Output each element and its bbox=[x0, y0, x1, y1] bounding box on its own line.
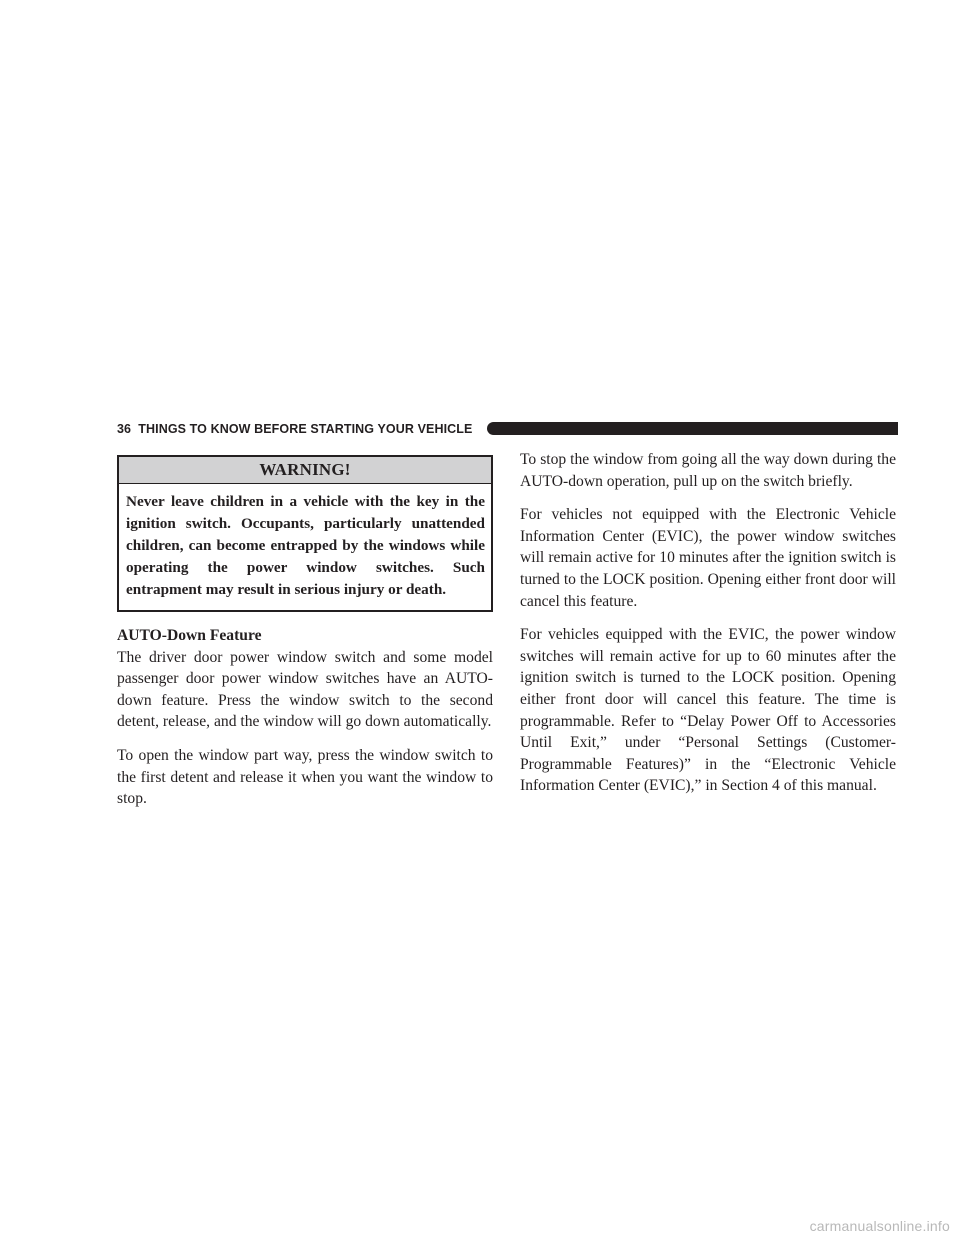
warning-title: WARNING! bbox=[119, 457, 491, 484]
paragraph: For vehicles not equipped with the Electronic Vehicle Information Center (EVIC), the power window switches will remain active for 10 minutes after the ignition switch is turned to the LOCK position. Opening either front door will cancel this feature. bbox=[520, 506, 896, 610]
warning-box bbox=[117, 455, 493, 612]
page-number: 36 bbox=[117, 422, 132, 436]
section-title: THINGS TO KNOW BEFORE STARTING YOUR VEHICLE bbox=[138, 422, 473, 436]
page-header bbox=[117, 421, 898, 437]
paragraph: For vehicles equipped with the EVIC, the power window switches will remain active for up to 60 minutes after the ignition switch is turned to the LOCK position. Opening either front door will cancel this feature. The time is programmable. Refer to “Delay Power Off to Accessories Until Exit,” under “Personal Settings (Customer-Programmable Features)” in the “Electronic Vehicle Information Center (EVIC),” in Section 4 of this manual. bbox=[520, 626, 896, 795]
left-column bbox=[117, 455, 493, 810]
watermark-link[interactable]: carmanualsonline.info bbox=[809, 1218, 950, 1234]
paragraph: To stop the window from going all the way down during the AUTO-down operation, pull up on the switch briefly. bbox=[520, 451, 896, 490]
right-column bbox=[520, 449, 896, 797]
header-rule bbox=[487, 422, 898, 435]
paragraph: To open the window part way, press the window switch to the first detent and release it when you want the window to stop. bbox=[117, 746, 493, 808]
paragraph: The driver door power window switch and some model passenger door power window switches have an AUTO-down feature. Press the window switch to the second detent, release, and the window will go down automatically. bbox=[117, 648, 493, 731]
section-heading: AUTO-Down Feature bbox=[117, 627, 262, 644]
header-text bbox=[117, 421, 472, 437]
warning-body: Never leave children in a vehicle with the key in the ignition switch. Occupants, particularly unattended children, can become entrapped by the windows while operating the power window switches. Such entrapment may result in serious injury or death. bbox=[126, 493, 485, 598]
